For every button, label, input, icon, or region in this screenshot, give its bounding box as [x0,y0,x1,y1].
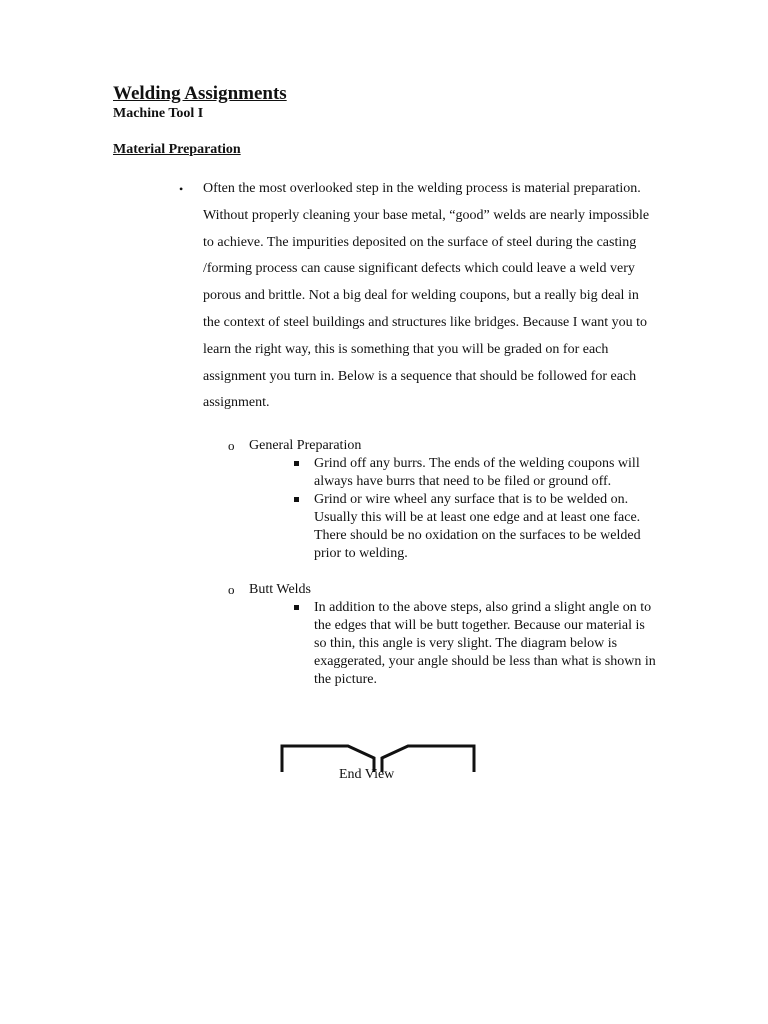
list-item [293,599,658,689]
square-bullet-icon [294,497,299,502]
right-plate-outline [382,746,474,772]
course-name: Machine Tool I [113,106,204,121]
step-text: In addition to the above steps, also grind a slight angle on to the edges that will be butt together. Because our material is so thin, this angle is very slight. The diagram below is exaggerated, your angle should be less than what is shown in the picture. [314,600,656,687]
butt-welds-label: Butt Welds [249,582,312,597]
square-bullet-icon [294,461,299,466]
general-preparation-list [228,437,658,563]
general-preparation-item [228,437,658,563]
sub-bullet-marker: o [228,438,235,453]
intro-paragraph: Often the most overlooked step in the welding process is material preparation. Without properly cleaning your base metal, “good” welds are nearly impossible to achieve. The impurities deposited on the surface of steel during the casting /forming process can cause significant defects which could leave a weld very porous and brittle. Not a big deal for welding coupons, but a really big deal in the context of steel buildings and structures like bridges. Because I want you to learn the right way, this is something that you will be graded on for each assignment you turn in. Below is a sequence that should be followed for each assignment. [203,181,650,411]
main-bullet-list [177,176,657,417]
sub-bullet-marker: o [228,582,235,597]
step-text: Grind or wire wheel any surface that is to be welded on. Usually this will be at least one edge and at least one face. There should be no oxidation on the surfaces to be welded prior to welding. [314,492,641,561]
document-title: Welding Assignments [113,83,287,104]
square-bullet-icon [294,605,299,610]
butt-welds-list [228,581,658,689]
list-item [293,491,658,563]
step-text: Grind off any burrs. The ends of the welding coupons will always have burrs that need to be filed or ground off. [314,456,640,489]
diagram-caption: End View [339,767,395,782]
butt-welds-steps [293,599,658,689]
section-heading: Material Preparation [113,142,241,157]
bullet-glyph: • [179,182,184,196]
list-item [293,455,658,491]
butt-welds-item [228,581,658,689]
general-preparation-label: General Preparation [249,438,362,453]
general-preparation-steps [293,455,658,563]
intro-bullet-item [177,176,657,417]
